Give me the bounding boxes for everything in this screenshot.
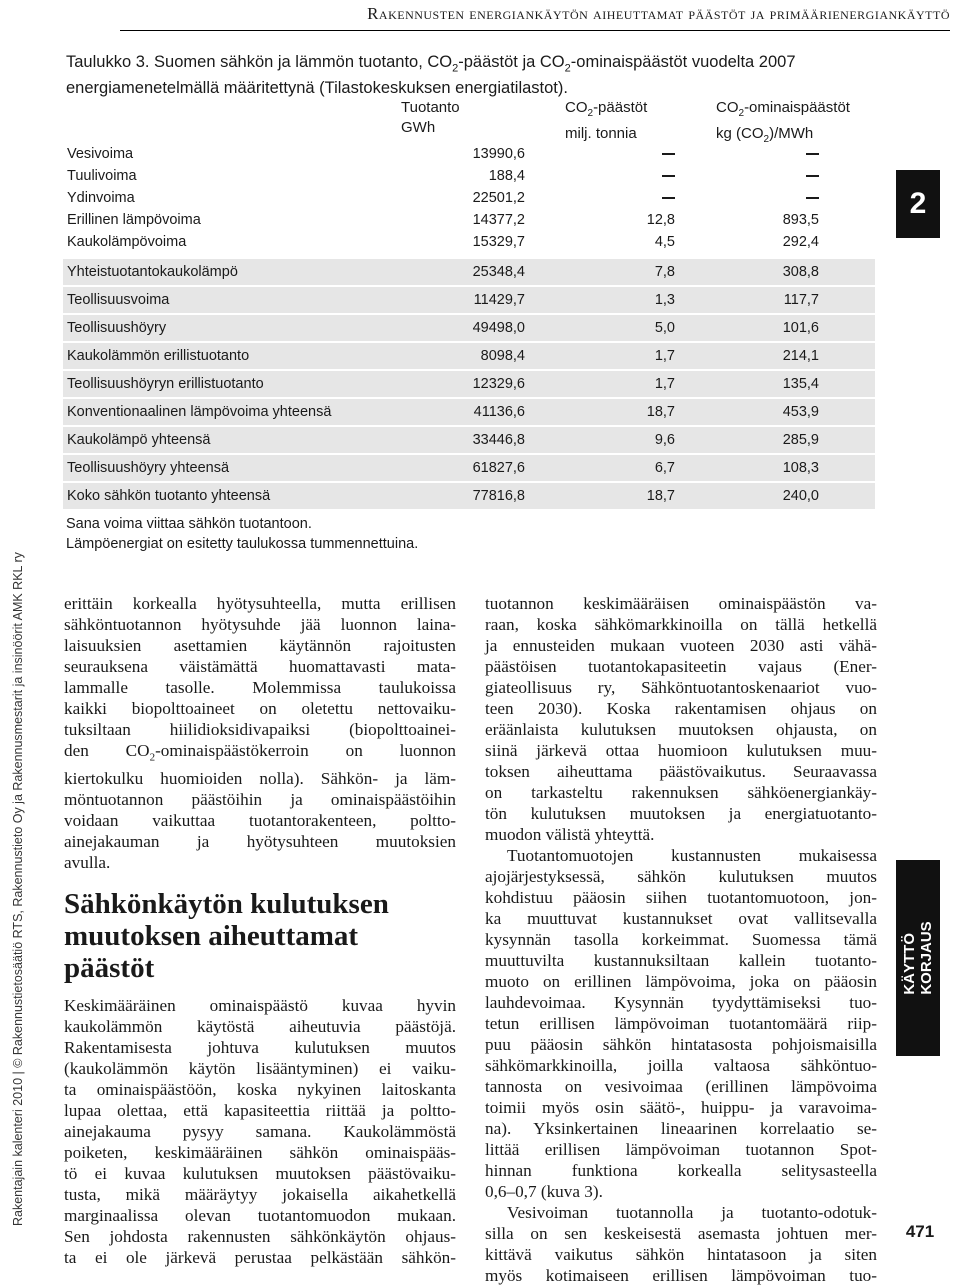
dash-mark: [806, 153, 819, 155]
table-row-heat: [63, 287, 875, 313]
row-label: Konventionaalinen lämpövoima yhteensä: [67, 404, 332, 420]
dash-mark: [662, 175, 675, 177]
row-label: Teollisuushöyryn erillistuotanto: [67, 376, 264, 392]
table-row-heat: [63, 371, 875, 397]
table-row: [63, 187, 875, 209]
production-value: 8098,4: [480, 348, 525, 364]
left-column-paragraph-1: erittäin korkealla hyötysuhteella, mutta erillisen sähköntuotannon hyötysuhde jää luonnon laina- laisuuksien asettamien käytännön rajoitusten seurauksena väistämättä huomattavasti mata- lammalle tasolle. Molemmissa taulukoissa kaikki biopolttoaineet on oletettu nettovaiku- tuksiltaan hiilidioksidivapaiksi (biopolttoainei- den $CO_2$-ominaispäästökerroin on luonnon kiertokulku huomioiden nolla). Sähkön- ja läm- möntuotannon päästöihin ja ominaispäästöihin voidaan vaikuttaa tuotantorakenteen, poltto- ainejakauman ja hyötysuhteen muutoksien avulla.: [64, 594, 456, 873]
page-number: 471: [905, 1222, 935, 1241]
production-value: 188,4: [488, 168, 525, 184]
specific-value: 308,8: [782, 264, 819, 280]
row-label: Teollisuusvoima: [67, 292, 170, 308]
emissions-value: 12,8: [646, 212, 675, 228]
emissions-value: 1,7: [654, 348, 675, 364]
production-value: 13990,6: [472, 146, 525, 162]
table-row-heat: [63, 399, 875, 425]
production-value: 49498,0: [472, 320, 525, 336]
table-row-heat: [63, 343, 875, 369]
production-value: 14377,2: [472, 212, 525, 228]
row-label: Tuulivoima: [67, 168, 137, 184]
sidebar-credit: Rakentajain kalenteri 2010 | © Rakennustietosäätiö RTS, Rakennustieto Oy ja Rakennusmestarit ja insinöörit AMK RKL ry: [11, 552, 25, 1226]
row-label: Vesivoima: [67, 146, 134, 162]
chapter-tab: [896, 170, 940, 238]
emissions-value: 18,7: [646, 488, 675, 504]
row-label: Teollisuushöyry: [67, 320, 167, 336]
dash-mark: [806, 175, 819, 177]
header-production: Tuotanto GWh: [401, 99, 460, 136]
table-row-total: [63, 483, 875, 509]
production-value: 61827,6: [472, 460, 525, 476]
table-notes: Sana voima viittaa sähkön tuotantoon. Lämpöenergiat on esitetty taulukossa tummennettuina.: [66, 516, 419, 552]
table-row: [63, 209, 875, 231]
right-column: tuotannon keskimääräisen ominaispäästön va- raan, koska sähkömarkkinoilla on tällä hetkellä ja ennusteiden mukaan vuoteen 2030 asti vähä- päästöisen tuotantokapasiteetin vajaus (Ener- giateollisuus ry, Sähköntuotantoskenaariot vuo- teen 2030). Koska rakentamisen ohjaus on eräänlaista kulutuksen muutoksen ohjausta, on siinä järkevä ottaa huomioon kulutuksen muu- toksen aiheuttama päästövaikutus. Seuraavassa on tarkasteltu rakennuksen sähköenergiankäy- tön kulutuksen muutoksen ja energiatuotanto- muodon välistä yhteyttä. Tuotantomuotojen kustannusten mukaisessa ajojärjestyksessä, sähkön kulutuksen muutos kohdistuu pääosin siihen tuotantomuotoon, jon- ka muuttuvat kustannukset ovat vallitsevalla kysynnän tasolla korkeimmat. Suomessa tämä muuttuvilta kustannuksiltaan kallein tuotanto- muoto on erillinen lämpövoima, joka on pääosin lauhdevoimaa. Kysynnän tyydyttämiseksi tuo- tetun erillisen lämpövoiman tuotantomäärä riip- puu pääosin sähkön hintatasosta pohjoismaisilla sähkömarkkinoilla, joilla valtaosa sähköntuo- tannosta on vesivoimaa (erillinen lämpövoima toimii myös osin säätö-, huippu- ja varavoima- na). Yksinkertainen lineaarinen korrelaatio se- littää erillisen lämpövoiman tuotannon Spot- hinnan funktiona korkealla selitysasteella 0,6–0,7 (kuva 3). Vesivoiman tuotannolla ja tuotanto-odotuk- silla on sen keskeisestä asemasta johtuen mer- kittävä vaikutus sähkön hintatasoon ja siten myös kotimaiseen erillisen lämpövoiman tuo-: [485, 594, 877, 1285]
section-title: Sähkönkäytön kulutuksen muutoksen aiheuttamat päästöt: [64, 888, 389, 984]
production-value: 22501,2: [472, 190, 525, 206]
row-label: Ydinvoima: [67, 190, 135, 206]
running-head: Rakennusten energiankäytön aiheuttamat päästöt ja primäärienergiankäyttö: [367, 4, 950, 23]
header-emissions: $CO_2$-päästöt milj. tonnia: [565, 99, 648, 142]
dash-mark: [806, 197, 819, 199]
left-column-paragraph-2: Keskimääräinen ominaispäästö kuvaa hyvin kaukolämmön käytöstä aiheutuvia päästöjä. Rakentamisesta johtuva kulutuksen muutos (kaukolämmön käytön lisääntyminen) ei vaiku- ta ominaispäästöön, koska nykyinen laitoskanta lupaa olettaa, että kapasiteettia riittää ja poltto- ainejakauma pysyy samana. Kaukolämmöstä poiketen, keskimääräinen sähkön ominaispääs- tö ei kuvaa kulutuksen muutoksen päästövaiku- tusta, mikä määräytyy jokaisella aikahetkellä marginaalissa olevan tuotantomuodon mukaan. Sen johdosta rakennusten sähkönkäytön ohjaus- ta ei ole järkevä perustaa pelkästään sähkön-: [64, 996, 456, 1267]
specific-value: 214,1: [782, 348, 819, 364]
emissions-table: [63, 143, 875, 511]
chapter-number: 2: [909, 187, 927, 220]
emissions-value: 1,7: [654, 376, 675, 392]
production-value: 25348,4: [472, 264, 525, 280]
table-row-heat: [63, 427, 875, 453]
row-label: Koko sähkön tuotanto yhteensä: [67, 488, 271, 504]
row-label: Yhteistuotantokaukolämpö: [67, 264, 238, 280]
specific-value: 285,9: [782, 432, 819, 448]
row-label: Kaukolämmön erillistuotanto: [67, 348, 250, 364]
production-value: 41136,6: [473, 404, 525, 420]
production-value: 11429,7: [473, 292, 525, 308]
emissions-value: 18,7: [646, 404, 675, 420]
specific-value: 135,4: [782, 376, 819, 392]
emissions-value: 9,6: [654, 432, 675, 448]
table-row: [63, 165, 875, 187]
section-side-tab: [896, 860, 940, 1056]
production-value: 15329,7: [472, 234, 525, 250]
side-tab-label: KORJAUS: [918, 921, 935, 995]
emissions-value: 6,7: [654, 460, 675, 476]
table-row-heat: [63, 259, 875, 285]
production-value: 12329,6: [472, 376, 525, 392]
row-label: Kaukolämpövoima: [67, 234, 187, 250]
specific-value: 117,7: [783, 292, 819, 308]
row-label: Kaukolämpö yhteensä: [67, 432, 211, 448]
table-row: [63, 231, 875, 253]
production-value: 33446,8: [472, 432, 525, 448]
table-row-heat: [63, 315, 875, 341]
row-label: Erillinen lämpövoima: [67, 212, 201, 228]
emissions-value: 4,5: [654, 234, 675, 250]
production-value: 77816,8: [472, 488, 525, 504]
running-head-rule: [120, 30, 950, 31]
dash-mark: [662, 197, 675, 199]
specific-value: 101,6: [782, 320, 819, 336]
specific-value: 240,0: [782, 488, 819, 504]
header-specific: $CO_2$-ominaispäästöt kg $(CO_2)$/MWh: [716, 99, 850, 145]
dash-mark: [662, 153, 675, 155]
specific-value: 108,3: [782, 460, 819, 476]
specific-value: 292,4: [782, 234, 819, 250]
specific-value: 453,9: [782, 404, 819, 420]
emissions-value: 1,3: [654, 292, 675, 308]
table-row-heat: [63, 455, 875, 481]
row-label: Teollisuushöyry yhteensä: [67, 460, 230, 476]
emissions-value: 5,0: [654, 320, 675, 336]
emissions-value: 7,8: [654, 264, 675, 280]
table-row: [63, 143, 875, 165]
specific-value: 893,5: [782, 212, 819, 228]
side-tab-label: KÄYTTÖ: [901, 933, 918, 995]
table-caption: Taulukko 3. Suomen sähkön ja lämmön tuotanto, $CO_2$-päästöt ja $CO_2$-ominaispäästöt vuodelta 2007 energiamenetelmällä määritettynä (Tilastokeskuksen energiatilastot).: [66, 53, 796, 98]
